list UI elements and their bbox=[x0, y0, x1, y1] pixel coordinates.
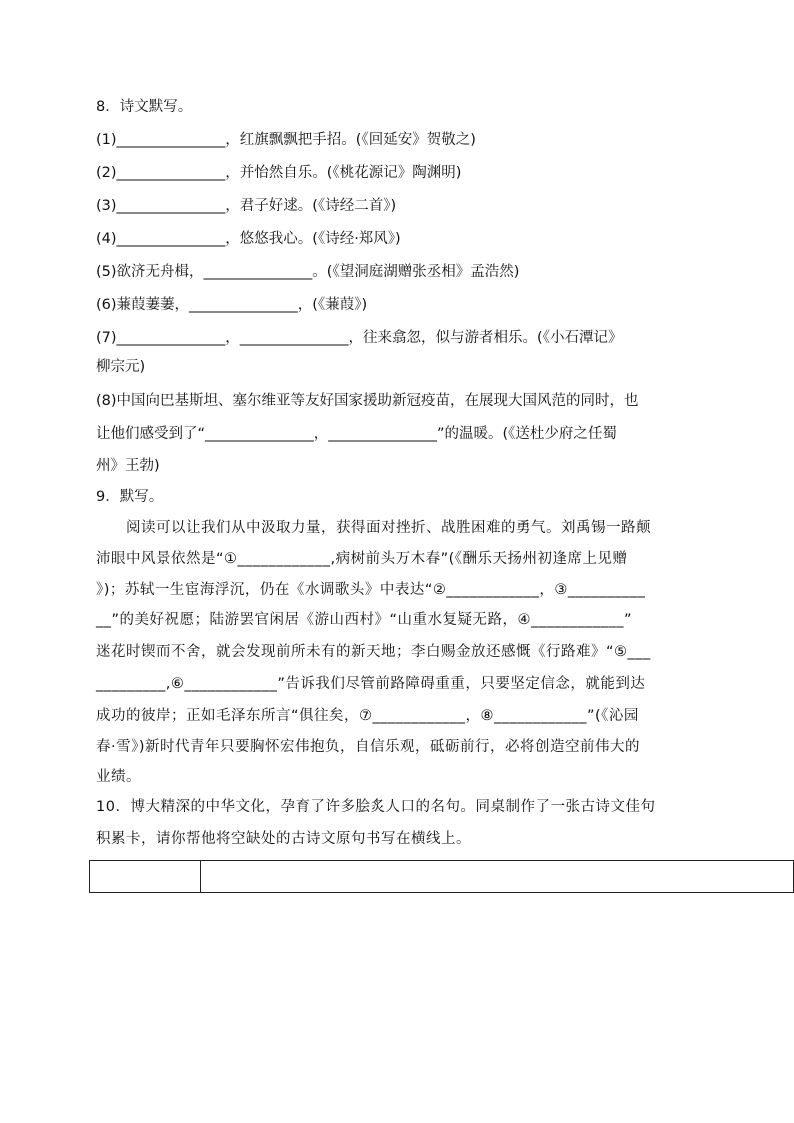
table-cell-label bbox=[90, 861, 201, 893]
q8-item-8-cont2: 州》王勃) bbox=[96, 458, 160, 474]
accumulation-card-table bbox=[89, 860, 794, 893]
q8-item-5: (5)欲济无舟楫，_______________。(《望洞庭湖赠张丞相》孟浩然) bbox=[96, 264, 520, 280]
q9-line-2: 沛眼中风景依然是“①____________,病树前头万木春”(《酬乐天扬州初逢席上见赠 bbox=[96, 551, 628, 567]
q8-item-6: (6)蒹葭萋萋，_______________，(《蒹葭》) bbox=[96, 297, 368, 313]
q8-item-7-cont: 柳宗元) bbox=[96, 359, 146, 375]
q8-item-8-cont: 让他们感受到了“_______________，_______________”的温暖。(《送杜少府之任蜀 bbox=[96, 426, 617, 442]
q10-line-2: 积累卡，请你帮他将空缺处的古诗文原句书写在横线上。 bbox=[96, 831, 471, 847]
q8-item-7: (7)_______________，_______________，往来翕忽，似与游者相乐。(《小石潭记》 bbox=[96, 330, 623, 346]
q10-line-1: 10．博大精深的中华文化，孕育了许多脍炙人口的名句。同桌制作了一张古诗文佳句 bbox=[96, 799, 656, 815]
q9-line-6: _________,⑥____________”告诉我们尽管前路障碍重重，只要坚定信念，就能到达 bbox=[96, 676, 646, 692]
q8-item-1: (1)_______________，红旗飘飘把手招。(《回延安》贺敬之) bbox=[96, 132, 476, 148]
q8-item-2: (2)_______________，并怡然自乐。(《桃花源记》陶渊明) bbox=[96, 165, 462, 181]
q8-title: 8．诗文默写。 bbox=[96, 99, 193, 115]
q9-line-9: 业绩。 bbox=[96, 769, 141, 785]
table-row bbox=[90, 861, 794, 893]
q8-item-3: (3)_______________，君子好逑。(《诗经二首》) bbox=[96, 198, 397, 214]
q9-title: 9．默写。 bbox=[96, 489, 164, 505]
q9-line-4: __”的美好祝愿；陆游罢官闲居《游山西村》“山重水复疑无路，④____________” bbox=[96, 612, 633, 628]
q8-item-4: (4)_______________，悠悠我心。(《诗经·郑风》) bbox=[96, 231, 401, 247]
q9-line-8: 春·雪》)新时代青年只要胸怀宏伟抱负，自信乐观，砥砺前行，必将创造空前伟大的 bbox=[96, 739, 641, 755]
q9-line-3: 》)；苏轼一生宦海浮沉，仍在《水调歌头》中表达“②____________，③__________ bbox=[96, 582, 646, 598]
q9-line-1: 阅读可以让我们从中汲取力量，获得面对挫折、战胜困难的勇气。刘禹锡一路颠 bbox=[126, 520, 651, 536]
q9-line-5: 迷花时锲而不舍，就会发现前所未有的新天地；李白赐金放还感慨《行路难》“⑤___ bbox=[96, 644, 651, 660]
table-cell-content bbox=[201, 861, 794, 893]
q8-item-8: (8)中国向巴基斯坦、塞尔维亚等友好国家援助新冠疫苗，在展现大国风范的同时，也 bbox=[96, 393, 639, 409]
q9-line-7: 成功的彼岸；正如毛泽东所言“俱往矣，⑦____________，⑧____________”(《沁园 bbox=[96, 708, 639, 724]
